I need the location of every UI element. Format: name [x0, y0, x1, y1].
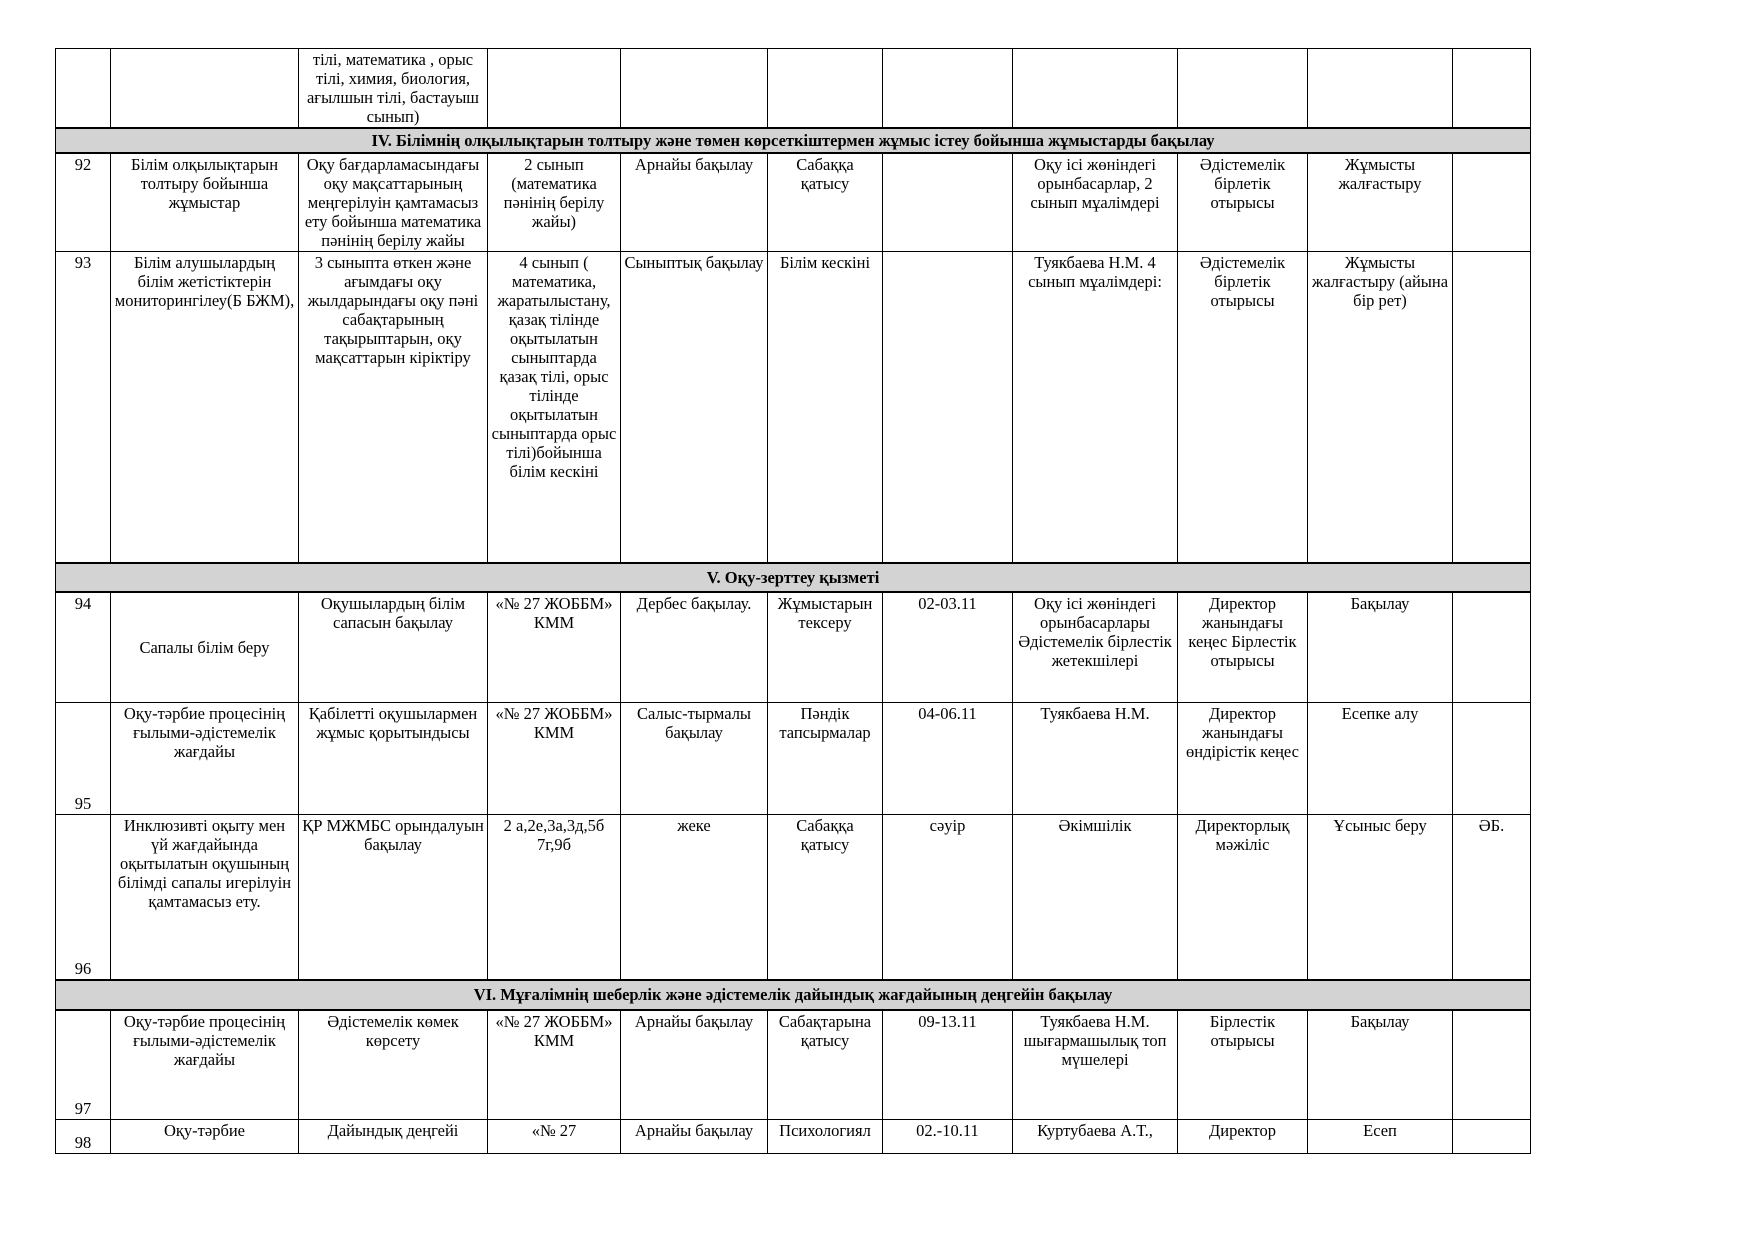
table-cell: 4 сынып ( математика, жаратылыстану, қазақ тілінде оқытылатын сыныптарда қазақ тілі, орыс тілінде оқытылатын сыныптарда орыс тілі)бойынша білім кескіні: [488, 252, 621, 563]
table-row: [56, 252, 1531, 563]
table-cell: Сабаққа қатысу: [768, 153, 883, 252]
table-cell: [488, 49, 621, 129]
table-cell: [1453, 153, 1531, 252]
row-number-cell: 97: [56, 1010, 111, 1120]
table-cell: Директорлық мәжіліс: [1178, 815, 1308, 980]
row-number-cell: 94: [56, 592, 111, 703]
table-cell: Ұсыныс беру: [1308, 815, 1453, 980]
table-row: [56, 1120, 1531, 1154]
table-cell: Оқу ісі жөніндегі орынбасарлары Әдістемелік бірлестік жетекшілері: [1013, 592, 1178, 703]
table-cell: жеке: [621, 815, 768, 980]
table-cell: 3 сыныпта өткен және ағымдағы оқу жылдарындағы оқу пәні сабақтарының тақырыптарын, оқу мақсаттарын кіріктіру: [299, 252, 488, 563]
table-cell: Оқу бағдарламасындағы оқу мақсаттарының меңгерілуін қамтамасыз ету бойынша математика пәнінің берілу жайы: [299, 153, 488, 252]
section-header: V. Оқу-зерттеу қызметі: [56, 563, 1531, 592]
inspection-plan-table: [55, 48, 1531, 1154]
table-row: [56, 703, 1531, 815]
table-cell: Сабақтарына қатысу: [768, 1010, 883, 1120]
table-cell: 2 сынып (математика пәнінің берілу жайы): [488, 153, 621, 252]
table-cell: Куртубаева А.Т.,: [1013, 1120, 1178, 1154]
table-cell: Әдістемелік көмек көрсету: [299, 1010, 488, 1120]
table-cell: «№ 27 ЖОББМ» КММ: [488, 703, 621, 815]
table-cell: Сыныптық бақылау: [621, 252, 768, 563]
table-cell: Қабілетті оқушылармен жұмыс қорытындысы: [299, 703, 488, 815]
table-cell: сәуір: [883, 815, 1013, 980]
row-number-cell: 93: [56, 252, 111, 563]
table-cell: Директор жанындағы кеңес Бірлестік отырысы: [1178, 592, 1308, 703]
table-cell: Директор жанындағы өндірістік кеңес: [1178, 703, 1308, 815]
row-number-cell: [56, 49, 111, 129]
table-row: [56, 128, 1531, 153]
table-cell: [1453, 703, 1531, 815]
table-row: [56, 815, 1531, 980]
table-cell: Оқушылардың білім сапасын бақылау: [299, 592, 488, 703]
table-cell: 02-03.11: [883, 592, 1013, 703]
table-cell: Сабаққа қатысу: [768, 815, 883, 980]
table-row: [56, 153, 1531, 252]
table-cell: Жұмыстарын тексеру: [768, 592, 883, 703]
table-cell: [111, 49, 299, 129]
table-cell: Әкімшілік: [1013, 815, 1178, 980]
table-cell: Директор: [1178, 1120, 1308, 1154]
table-row: [56, 563, 1531, 592]
table-cell: Туякбаева Н.М.: [1013, 703, 1178, 815]
table-cell: ҚР МЖМБС орындалуын бақылау: [299, 815, 488, 980]
row-number-cell: 96: [56, 815, 111, 980]
table-row: [56, 592, 1531, 703]
table-cell: [1453, 1010, 1531, 1120]
table-cell: Оқу ісі жөніндегі орынбасарлар, 2 сынып мұалімдері: [1013, 153, 1178, 252]
table-cell: Есепке алу: [1308, 703, 1453, 815]
table-cell: [883, 153, 1013, 252]
table-cell: Әдістемелік бірлетік отырысы: [1178, 252, 1308, 563]
table-cell: Инклюзивті оқыту мен үй жағдайында оқытылатын оқушының білімді сапалы игерілуін қамтамасыз ету.: [111, 815, 299, 980]
table-cell: 09-13.11: [883, 1010, 1013, 1120]
table-cell: Арнайы бақылау: [621, 1120, 768, 1154]
table-cell: Арнайы бақылау: [621, 1010, 768, 1120]
table-cell: «№ 27: [488, 1120, 621, 1154]
table-cell: «№ 27 ЖОББМ» КММ: [488, 1010, 621, 1120]
table-cell: Дайындық деңгейі: [299, 1120, 488, 1154]
row-number-cell: 98: [56, 1120, 111, 1154]
table-cell: Туякбаева Н.М. шығармашылық топ мүшелері: [1013, 1010, 1178, 1120]
table-cell: Білім кескіні: [768, 252, 883, 563]
table-cell: Пәндік тапсырмалар: [768, 703, 883, 815]
table-cell: [1453, 252, 1531, 563]
table-cell: Білім олқылықтарын толтыру бойынша жұмыстар: [111, 153, 299, 252]
table-cell: Бақылау: [1308, 1010, 1453, 1120]
table-cell: Оқу-тәрбие: [111, 1120, 299, 1154]
table-cell: Есеп: [1308, 1120, 1453, 1154]
table-cell: Бақылау: [1308, 592, 1453, 703]
section-header: VI. Мұғалімнің шеберлік және әдістемелік дайындық жағдайының деңгейін бақылау: [56, 980, 1531, 1010]
table-cell: Жұмысты жалғастыру: [1308, 153, 1453, 252]
table-cell: Бірлестік отырысы: [1178, 1010, 1308, 1120]
table-row: [56, 980, 1531, 1010]
table-row: [56, 49, 1531, 129]
table-cell: Арнайы бақылау: [621, 153, 768, 252]
table-cell: 04-06.11: [883, 703, 1013, 815]
table-cell: [621, 49, 768, 129]
table-cell: «№ 27 ЖОББМ» КММ: [488, 592, 621, 703]
table-cell: 2 а,2е,3а,3д,5б 7г,9б: [488, 815, 621, 980]
table-cell: [883, 49, 1013, 129]
table-cell: тілі, математика , орыс тілі, химия, биология, ағылшын тілі, бастауыш сынып): [299, 49, 488, 129]
table-cell: Оқу-тәрбие процесінің ғылыми-әдістемелік жағдайы: [111, 703, 299, 815]
table-cell: ӘБ.: [1453, 815, 1531, 980]
table-row: [56, 1010, 1531, 1120]
table-cell: Дербес бақылау.: [621, 592, 768, 703]
table-cell: [1453, 592, 1531, 703]
table-cell: [1178, 49, 1308, 129]
table-cell: Әдістемелік бірлетік отырысы: [1178, 153, 1308, 252]
table-cell: [1013, 49, 1178, 129]
row-number-cell: 95: [56, 703, 111, 815]
section-header: IV. Білімнің олқылықтарын толтыру және төмен көрсеткіштермен жұмыс істеу бойынша жұмыстарды бақылау: [56, 128, 1531, 153]
table-cell: [1308, 49, 1453, 129]
table-cell: [883, 252, 1013, 563]
table-cell: Оқу-тәрбие процесінің ғылыми-әдістемелік жағдайы: [111, 1010, 299, 1120]
table-cell: Психологиял: [768, 1120, 883, 1154]
table-cell: 02.-10.11: [883, 1120, 1013, 1154]
table-cell: [1453, 49, 1531, 129]
table-cell: Білім алушылардың білім жетістіктерін мониторингілеу(Б БЖМ),: [111, 252, 299, 563]
table-cell: Сапалы білім беру: [111, 592, 299, 703]
row-number-cell: 92: [56, 153, 111, 252]
table-cell: Салыс-тырмалы бақылау: [621, 703, 768, 815]
table-cell: Туякбаева Н.М. 4 сынып мұалімдері:: [1013, 252, 1178, 563]
table-cell: [768, 49, 883, 129]
table-cell: Жұмысты жалғастыру (айына бір рет): [1308, 252, 1453, 563]
table-cell: [1453, 1120, 1531, 1154]
